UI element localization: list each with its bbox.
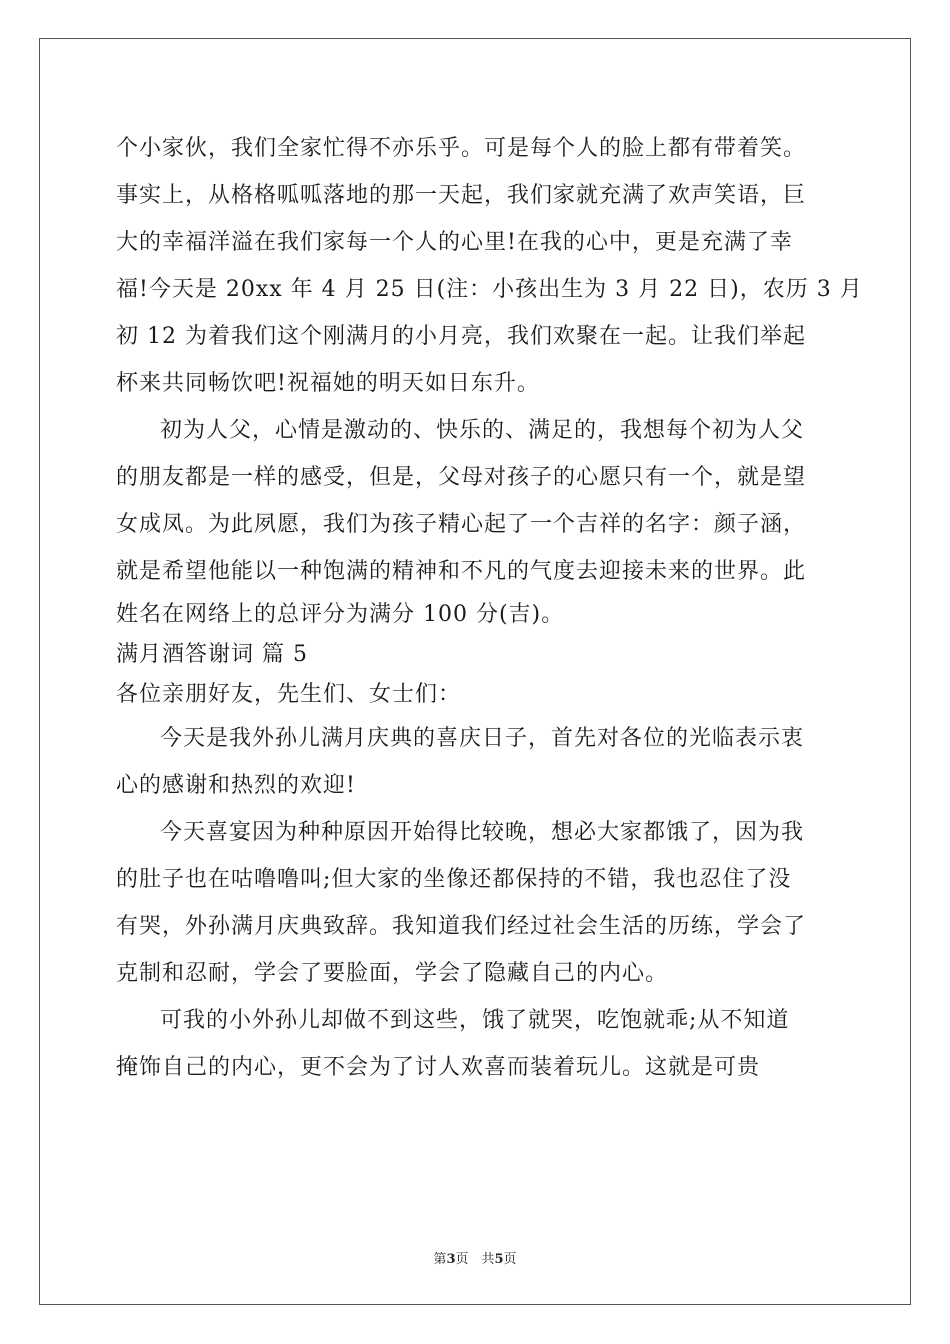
text-line: 心的感谢和热烈的欢迎! (116, 773, 356, 798)
document-body (116, 125, 863, 1091)
paragraph-start-line: 初为人父，心情是激动的、快乐的、满足的，我想每个初为人父 (160, 418, 805, 443)
text-line: 姓名在网络上的总评分为满分 100 分(吉)。 (116, 602, 565, 627)
footer-current-page: 3 (446, 1252, 456, 1267)
text-line: 女成凤。为此夙愿，我们为孩子精心起了一个吉祥的名字：颜子涵， (116, 512, 807, 537)
footer-mid: 页 共 (455, 1252, 495, 1267)
paragraph-start-line: 可我的小外孙儿却做不到这些，饿了就哭，吃饱就乖;从不知道 (160, 1008, 790, 1033)
text-line: 的肚子也在咕噜噜叫;但大家的坐像还都保持的不错，我也忍住了没 (116, 867, 792, 892)
footer-prefix: 第 (433, 1252, 447, 1267)
text-line: 初 12 为着我们这个刚满月的小月亮，我们欢聚在一起。让我们举起 (116, 324, 806, 349)
footer-suffix: 页 (503, 1252, 517, 1267)
text-line: 杯来共同畅饮吧!祝福她的明天如日东升。 (116, 371, 540, 396)
text-line: 有哭，外孙满月庆典致辞。我知道我们经过社会生活的历练，学会了 (116, 914, 807, 939)
text-line: 福!今天是 20xx 年 4 月 25 日(注：小孩出生为 3 月 22 日)，农历 3 月 (116, 277, 863, 302)
text-line: 掩饰自己的内心，更不会为了讨人欢喜而装着玩儿。这就是可贵 (116, 1055, 761, 1080)
text-line: 就是希望他能以一种饱满的精神和不凡的气度去迎接未来的世界。此 (116, 559, 807, 584)
page-footer (0, 1248, 950, 1267)
paragraph-start-line: 今天喜宴因为种种原因开始得比较晚，想必大家都饿了，因为我 (160, 820, 805, 845)
section-heading: 满月酒答谢词 篇 5 (116, 642, 308, 667)
text-line: 大的幸福洋溢在我们家每一个人的心里!在我的心中，更是充满了幸 (116, 230, 793, 255)
text-line: 事实上，从格格呱呱落地的那一天起，我们家就充满了欢声笑语，巨 (116, 183, 807, 208)
salutation: 各位亲朋好友，先生们、女士们： (116, 682, 462, 707)
text-line: 个小家伙，我们全家忙得不亦乐乎。可是每个人的脸上都有带着笑。 (116, 136, 807, 161)
footer-total-pages: 5 (494, 1252, 504, 1267)
text-line: 的朋友都是一样的感受，但是，父母对孩子的心愿只有一个，就是望 (116, 465, 807, 490)
paragraph-start-line: 今天是我外孙儿满月庆典的喜庆日子，首先对各位的光临表示衷 (160, 726, 805, 751)
text-line: 克制和忍耐，学会了要脸面，学会了隐藏自己的内心。 (116, 961, 669, 986)
